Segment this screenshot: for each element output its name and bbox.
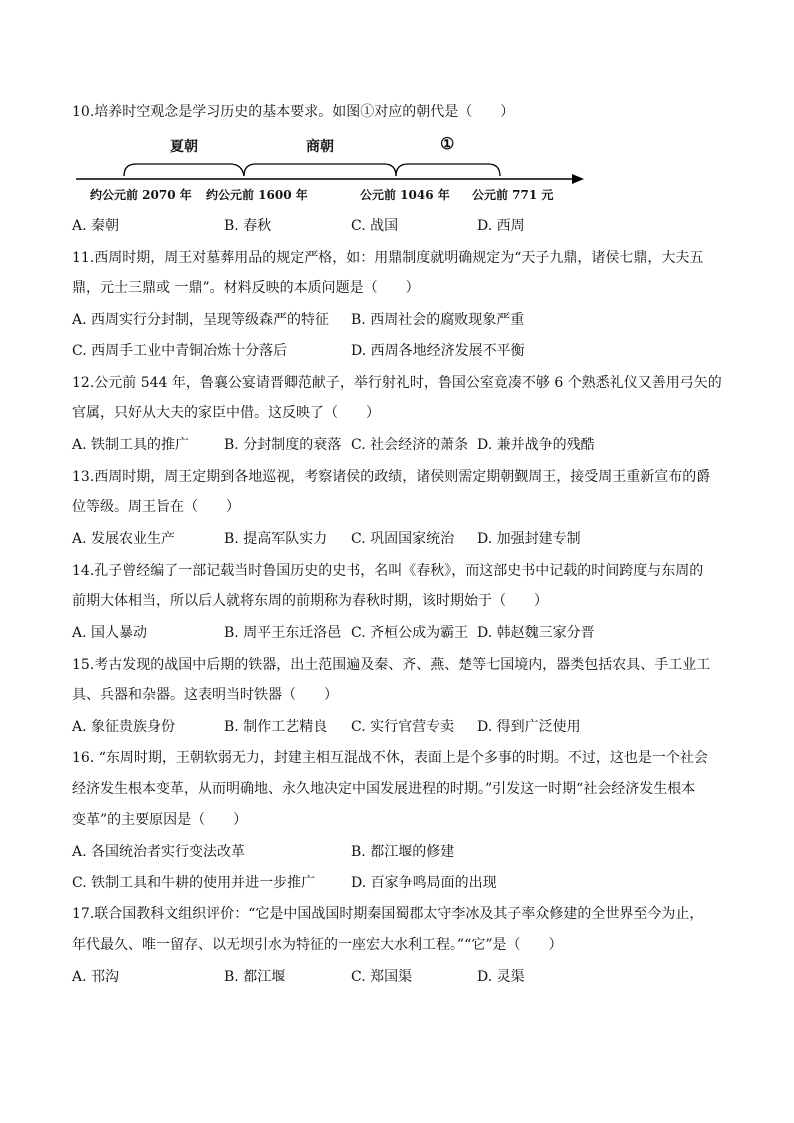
brace-zhou bbox=[396, 164, 500, 176]
q16-option-b[interactable]: B. 都江堰的修建 bbox=[351, 844, 455, 860]
q15-stem-line-2: 具、兵器和杂器。这表明当时铁器（ ） bbox=[72, 687, 338, 703]
q10-option-d[interactable]: D. 西周 bbox=[477, 218, 525, 234]
brace-shang bbox=[244, 164, 396, 176]
q16-option-a[interactable]: A. 各国统治者实行变法改革 bbox=[72, 844, 246, 860]
q12-option-c[interactable]: C. 社会经济的萧条 bbox=[351, 437, 469, 453]
q17-option-b[interactable]: B. 都江堰 bbox=[224, 969, 286, 985]
q13-stem-line-1: 13.西周时期，周王定期到各地巡视，考察诸侯的政绩，诸侯则需定期朝觐周王，接受周王重新宣布的爵 bbox=[72, 469, 711, 485]
q12-option-b[interactable]: B. 分封制度的衰落 bbox=[224, 437, 342, 453]
date-2070: 约公元前 2070 年 bbox=[90, 188, 192, 202]
q11-option-d[interactable]: D. 西周各地经济发展不平衡 bbox=[351, 343, 525, 359]
q13-option-d[interactable]: D. 加强封建专制 bbox=[477, 531, 581, 547]
q17-option-c[interactable]: C. 郑国渠 bbox=[351, 969, 413, 985]
q15-option-a[interactable]: A. 象征贵族身份 bbox=[72, 719, 176, 735]
q13-option-b[interactable]: B. 提高军队实力 bbox=[224, 531, 328, 547]
q17-stem-line-2: 年代最久、唯一留存、以无坝引水为特征的一座宏大水利工程。”“它”是（ ） bbox=[72, 937, 563, 953]
q14-option-b[interactable]: B. 周平王东迁洛邑 bbox=[224, 625, 342, 641]
q16-option-c[interactable]: C. 铁制工具和牛耕的使用并进一步推广 bbox=[72, 875, 316, 891]
q10-timeline bbox=[72, 132, 592, 212]
q17-option-d[interactable]: D. 灵渠 bbox=[477, 969, 525, 985]
q16-stem-line-1: 16. “东周时期，王朝软弱无力，封建主相互混战不休，表面上是个多事的时期。不过，这也是一个社会 bbox=[72, 750, 708, 766]
q11-stem-line-2: 鼎，元士三鼎或 一鼎”。材料反映的本质问题是（ ） bbox=[72, 280, 420, 296]
period-shang: 商朝 bbox=[306, 139, 334, 155]
timeline-arrow bbox=[572, 174, 584, 184]
q11-option-a[interactable]: A. 西周实行分封制，呈现等级森严的特征 bbox=[72, 312, 330, 328]
q15-option-b[interactable]: B. 制作工艺精良 bbox=[224, 719, 328, 735]
q10-option-b[interactable]: B. 春秋 bbox=[224, 218, 272, 234]
q13-option-a[interactable]: A. 发展农业生产 bbox=[72, 531, 176, 547]
q12-option-a[interactable]: A. 铁制工具的推广 bbox=[72, 437, 190, 453]
q13-stem-line-2: 位等级。周王旨在（ ） bbox=[72, 499, 240, 515]
q10-option-a[interactable]: A. 秦朝 bbox=[72, 218, 120, 234]
q12-stem-line-1: 12.公元前 544 年，鲁襄公宴请晋卿范献子，举行射礼时，鲁国公室竟凑不够 6 个熟悉礼仪又善用弓矢的 bbox=[72, 375, 722, 391]
date-1046: 公元前 1046 年 bbox=[360, 188, 450, 202]
q15-option-d[interactable]: D. 得到广泛使用 bbox=[477, 719, 581, 735]
q12-option-d[interactable]: D. 兼并战争的残酷 bbox=[477, 437, 595, 453]
q16-option-d[interactable]: D. 百家争鸣局面的出现 bbox=[351, 875, 497, 891]
period-xia: 夏朝 bbox=[170, 139, 198, 155]
period-circle-1: ① bbox=[440, 134, 455, 153]
q14-option-c[interactable]: C. 齐桓公成为霸王 bbox=[351, 625, 469, 641]
q10-stem: 10.培养时空观念是学习历史的基本要求。如图①对应的朝代是（ ） bbox=[72, 104, 515, 120]
q11-stem-line-1: 11.西周时期，周王对墓葬用品的规定严格，如：用鼎制度就明确规定为“天子九鼎，诸侯七鼎，大夫五 bbox=[72, 250, 704, 266]
date-1600: 约公元前 1600 年 bbox=[206, 188, 308, 202]
q13-option-c[interactable]: C. 巩固国家统治 bbox=[351, 531, 455, 547]
q14-stem-line-2: 前期大体相当，所以后人就将东周的前期称为春秋时期，该时期始于（ ） bbox=[72, 593, 548, 609]
q14-stem-line-1: 14.孔子曾经编了一部记载当时鲁国历史的史书，名叫《春秋》，而这部史书中记载的时间跨度与东周的 bbox=[72, 563, 704, 579]
q15-option-c[interactable]: C. 实行官营专卖 bbox=[351, 719, 455, 735]
q17-stem-line-1: 17.联合国教科文组织评价：“它是中国战国时期秦国蜀郡太守李冰及其子率众修建的全世界至今为止， bbox=[72, 906, 704, 922]
q14-option-a[interactable]: A. 国人暴动 bbox=[72, 625, 148, 641]
q14-option-d[interactable]: D. 韩赵魏三家分晋 bbox=[477, 625, 595, 641]
q15-stem-line-1: 15.考古发现的战国中后期的铁器，出土范围遍及秦、齐、燕、楚等七国境内，器类包括农具、手工业工 bbox=[72, 657, 711, 673]
q16-stem-line-2: 经济发生根本变革，从而明确地、永久地决定中国发展进程的时期。”引发这一时期“社会经济发生根本 bbox=[72, 781, 696, 797]
brace-xia-full bbox=[124, 164, 244, 176]
q10-option-c[interactable]: C. 战国 bbox=[351, 218, 399, 234]
q11-option-c[interactable]: C. 西周手工业中青铜冶炼十分落后 bbox=[72, 343, 288, 359]
q11-option-b[interactable]: B. 西周社会的腐败现象严重 bbox=[351, 312, 525, 328]
q12-stem-line-2: 官属，只好从大夫的家臣中借。这反映了（ ） bbox=[72, 405, 380, 421]
q16-stem-line-3: 变革”的主要原因是（ ） bbox=[72, 812, 248, 828]
date-771: 公元前 771 元 bbox=[472, 188, 554, 202]
q17-option-a[interactable]: A. 邗沟 bbox=[72, 969, 120, 985]
